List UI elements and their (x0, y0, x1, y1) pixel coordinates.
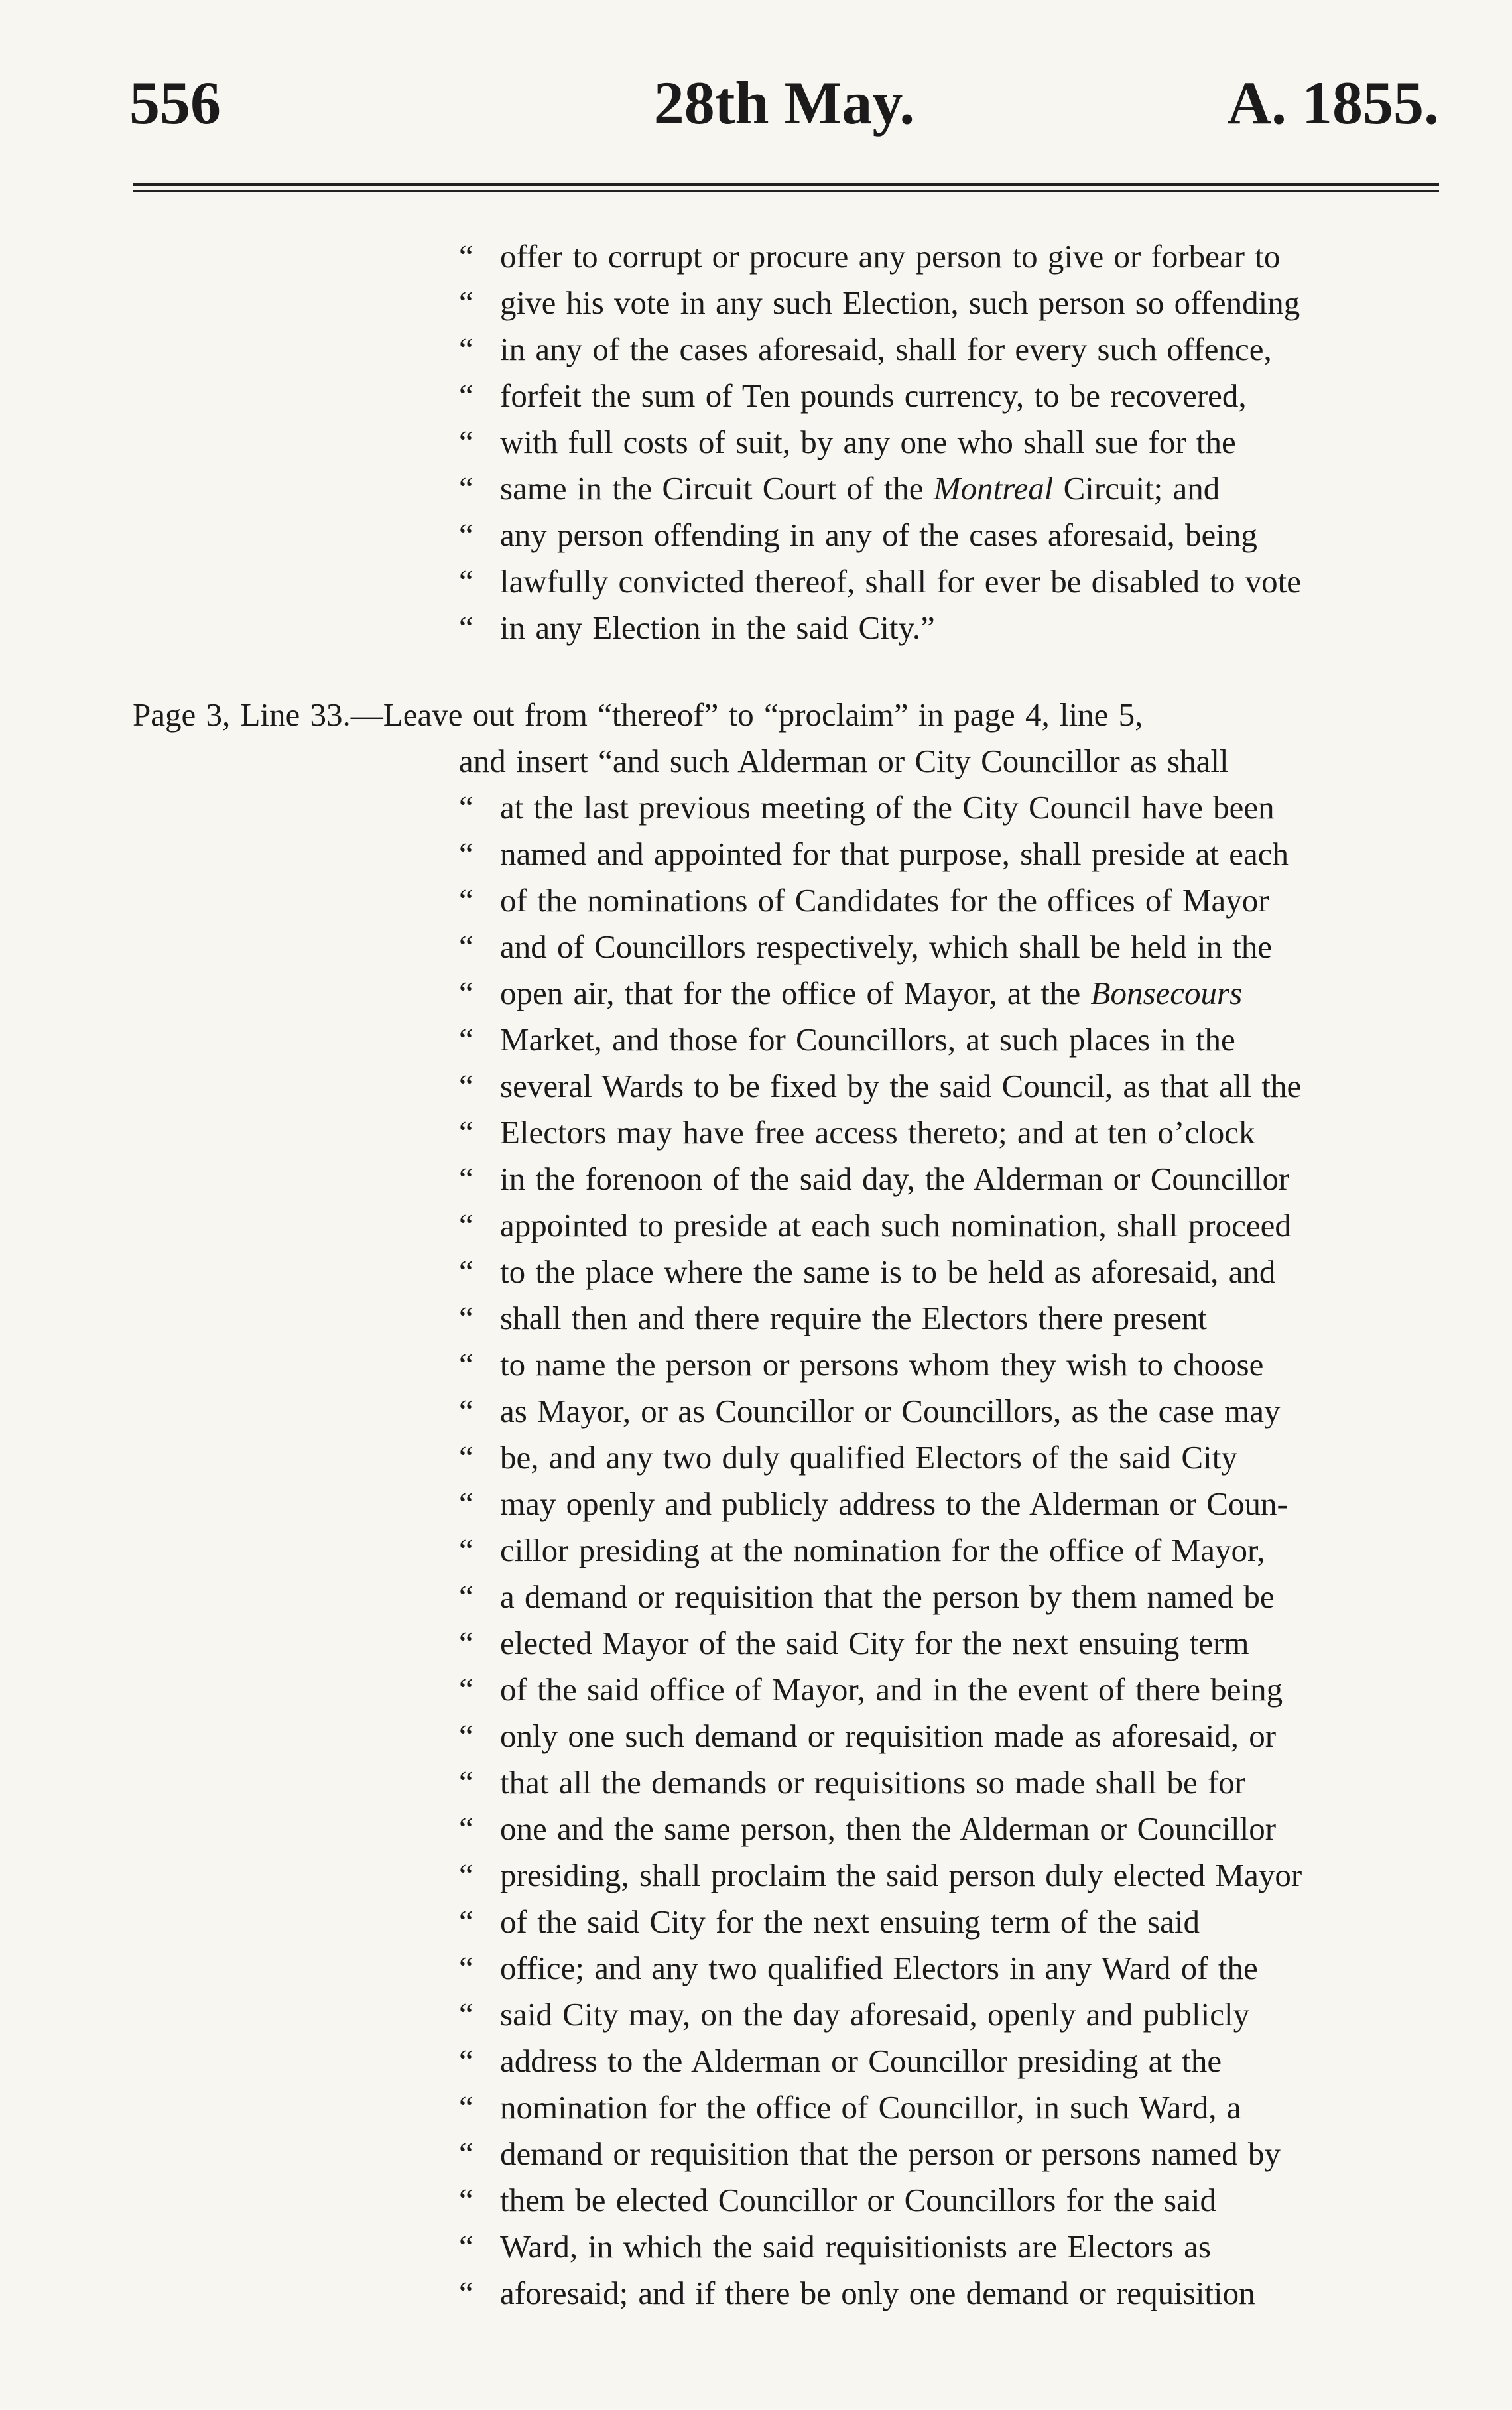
text-line (459, 1809, 1449, 1849)
quote-mark: “ (459, 2089, 473, 2125)
italic-text: Montreal (933, 470, 1054, 507)
quote-mark: “ (459, 2275, 473, 2311)
quote-mark: “ (459, 1253, 473, 1290)
quote-mark: “ (459, 1671, 473, 1708)
text-line (459, 1531, 1449, 1570)
line-text: a demand or requisition that the person by them named be (500, 1578, 1275, 1615)
text-line (459, 2041, 1449, 2081)
text-line (459, 376, 1449, 416)
quote-mark: “ (459, 1532, 473, 1568)
line-text: Market, and those for Councillors, at such places in the (500, 1021, 1235, 1058)
text-line (459, 515, 1449, 555)
header-date: 28th May. (653, 69, 915, 137)
quote-mark: “ (459, 1021, 473, 1058)
line-text: demand or requisition that the person or persons named by (500, 2135, 1281, 2172)
quote-mark: “ (459, 1346, 473, 1383)
text-line (459, 1577, 1449, 1617)
quote-mark: “ (459, 2135, 473, 2172)
quote-mark: “ (459, 1207, 473, 1243)
text-line (459, 788, 1449, 828)
quote-mark: “ (459, 882, 473, 919)
text-line (459, 422, 1449, 462)
text-line (459, 1252, 1449, 1292)
line-text: Electors may have free access thereto; and at ten o’clock (500, 1114, 1255, 1151)
line-text: only one such demand or requisition made as aforesaid, or (500, 1718, 1277, 1754)
quote-mark: “ (459, 2228, 473, 2265)
quote-mark: “ (459, 1578, 473, 1615)
text-line (459, 1856, 1449, 1895)
text-line (459, 1299, 1449, 1338)
line-text: of the said City for the next ensuing term of the said (500, 1903, 1200, 1940)
quote-mark: “ (459, 331, 473, 367)
quote-mark: “ (459, 928, 473, 965)
line-text: open air, that for the office of Mayor, at the (500, 975, 1091, 1011)
text-line (459, 1623, 1449, 1663)
text-line (459, 2273, 1449, 2313)
quote-mark: “ (459, 424, 473, 460)
text-line (459, 927, 1449, 967)
text-line (459, 881, 1449, 920)
line-text: same in the Circuit Court of the (500, 470, 934, 507)
line-text: in any of the cases aforesaid, shall for every such offence, (500, 331, 1272, 367)
text-line (459, 1995, 1449, 2035)
text-line (459, 469, 1449, 509)
line-text: said City may, on the day aforesaid, openly and publicly (500, 1996, 1250, 2033)
line-text: as Mayor, or as Councillor or Councillors, as the case may (500, 1393, 1281, 1429)
line-text: cillor presiding at the nomination for the office of Mayor, (500, 1532, 1265, 1568)
quote-mark: “ (459, 609, 473, 646)
text-line (459, 974, 1449, 1013)
quote-mark: “ (459, 1950, 473, 1986)
line-text: Circuit; and (1053, 470, 1220, 507)
text-line (133, 695, 1143, 735)
line-text: give his vote in any such Election, such person so offending (500, 285, 1300, 321)
quote-mark: “ (459, 1996, 473, 2033)
quote-mark: “ (459, 563, 473, 600)
quote-mark: “ (459, 1393, 473, 1429)
line-text: office; and any two qualified Electors in any Ward of the (500, 1950, 1258, 1986)
text-line (459, 741, 1229, 781)
text-line (459, 2181, 1449, 2220)
line-text: and insert “and such Alderman or City Councillor as shall (459, 743, 1229, 779)
line-text: presiding, shall proclaim the said person duly elected Mayor (500, 1857, 1302, 1893)
line-text: named and appointed for that purpose, shall preside at each (500, 836, 1289, 872)
text-line (459, 1206, 1449, 1245)
quote-mark: “ (459, 1625, 473, 1661)
line-text: Leave out from “thereof” to “proclaim” in page 4, line 5, (383, 696, 1143, 733)
quote-mark: “ (459, 2182, 473, 2218)
line-text: them be elected Councillor or Councillors for the said (500, 2182, 1216, 2218)
line-text: with full costs of suit, by any one who shall sue for the (500, 424, 1236, 460)
text-line (459, 2134, 1449, 2174)
line-text: offer to corrupt or procure any person to give or forbear to (500, 238, 1281, 275)
quote-mark: “ (459, 1114, 473, 1151)
line-text: that all the demands or requisitions so made shall be for (500, 1764, 1246, 1801)
quote-mark: “ (459, 1718, 473, 1754)
line-text: address to the Alderman or Councillor presiding at the (500, 2043, 1222, 2079)
line-text: to name the person or persons whom they wish to choose (500, 1346, 1264, 1383)
text-line (459, 237, 1449, 277)
quote-mark: “ (459, 1068, 473, 1104)
quote-mark: “ (459, 1300, 473, 1336)
line-text: appointed to preside at each such nomination, shall proceed (500, 1207, 1291, 1243)
line-text: any person offending in any of the cases aforesaid, being (500, 517, 1257, 553)
line-text: and of Councillors respectively, which shall be held in the (500, 928, 1273, 965)
quote-mark: “ (459, 377, 473, 414)
line-text: to the place where the same is to be held as aforesaid, and (500, 1253, 1276, 1290)
line-text: several Wards to be fixed by the said Council, as that all the (500, 1068, 1302, 1104)
page-number: 556 (129, 69, 221, 137)
line-text: lawfully convicted thereof, shall for ever be disabled to vote (500, 563, 1302, 600)
text-line (459, 283, 1449, 323)
text-line (459, 1670, 1449, 1710)
line-text: of the said office of Mayor, and in the event of there being (500, 1671, 1283, 1708)
line-text: of the nominations of Candidates for the offices of Mayor (500, 882, 1269, 919)
quote-mark: “ (459, 517, 473, 553)
line-text: Ward, in which the said requisitionists are Electors as (500, 2228, 1211, 2265)
text-line (459, 1948, 1449, 1988)
text-line (459, 562, 1449, 602)
quote-mark: “ (459, 1439, 473, 1476)
header-year: A. 1855. (1227, 69, 1439, 137)
quote-mark: “ (459, 2043, 473, 2079)
header-rule-bottom (133, 190, 1439, 192)
text-line (459, 1484, 1449, 1524)
line-text: one and the same person, then the Alderman or Councillor (500, 1810, 1277, 1847)
text-line (459, 2088, 1449, 2127)
header-rule-top (133, 183, 1439, 186)
text-line (459, 1066, 1449, 1106)
quote-mark: “ (459, 1161, 473, 1197)
line-text: shall then and there require the Electors there present (500, 1300, 1208, 1336)
text-line (459, 2227, 1449, 2267)
line-text: forfeit the sum of Ten pounds currency, to be recovered, (500, 377, 1247, 414)
text-line (459, 1391, 1449, 1431)
text-line (459, 330, 1449, 369)
text-line (459, 608, 1449, 648)
quote-mark: “ (459, 975, 473, 1011)
text-line (459, 834, 1449, 874)
page-line-reference: Page 3, Line 33.— (133, 696, 383, 733)
text-line (459, 1020, 1449, 1060)
quote-mark: “ (459, 1486, 473, 1522)
line-text: in any Election in the said City.” (500, 609, 935, 646)
line-text: nomination for the office of Councillor, in such Ward, a (500, 2089, 1241, 2125)
line-text: may openly and publicly address to the Alderman or Coun- (500, 1486, 1288, 1522)
quote-mark: “ (459, 470, 473, 507)
text-line (459, 1438, 1449, 1478)
text-line (459, 1345, 1449, 1385)
quote-mark: “ (459, 1764, 473, 1801)
quote-mark: “ (459, 789, 473, 826)
line-text: at the last previous meeting of the City Council have been (500, 789, 1275, 826)
quote-mark: “ (459, 1857, 473, 1893)
line-text: elected Mayor of the said City for the next ensuing term (500, 1625, 1249, 1661)
quote-mark: “ (459, 836, 473, 872)
text-line (459, 1716, 1449, 1756)
italic-text: Bonsecours (1090, 975, 1243, 1011)
quote-mark: “ (459, 238, 473, 275)
text-line (459, 1763, 1449, 1803)
quote-mark: “ (459, 1810, 473, 1847)
quote-mark: “ (459, 1903, 473, 1940)
line-text: be, and any two duly qualified Electors of the said City (500, 1439, 1237, 1476)
page-header (129, 66, 1439, 139)
line-text: in the forenoon of the said day, the Alderman or Councillor (500, 1161, 1290, 1197)
quote-mark: “ (459, 285, 473, 321)
text-line (459, 1113, 1449, 1153)
line-text: aforesaid; and if there be only one demand or requisition (500, 2275, 1255, 2311)
text-line (459, 1159, 1449, 1199)
text-line (459, 1902, 1449, 1942)
